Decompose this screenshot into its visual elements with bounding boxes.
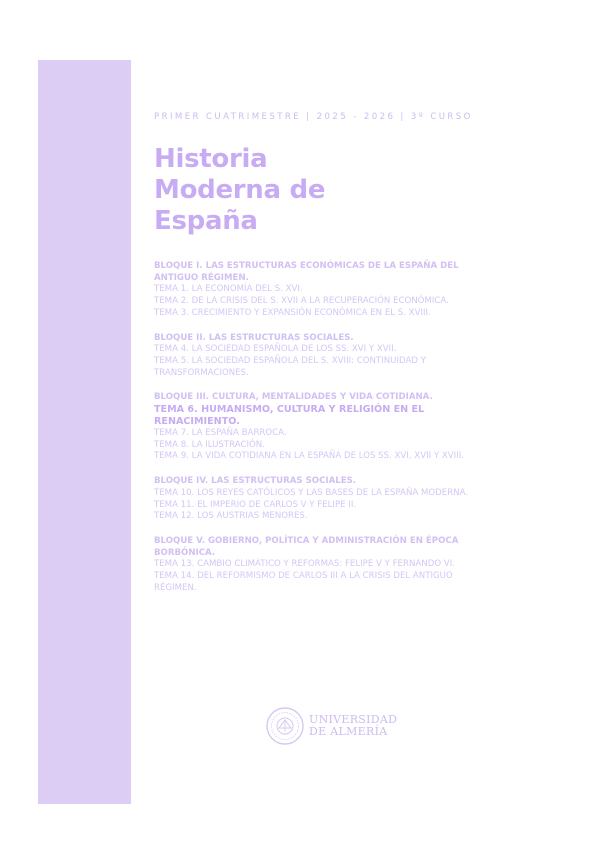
syllabus-blocks xyxy=(154,261,494,594)
topic-item: TEMA 11. EL IMPERIO DE CARLOS V Y FELIPE II. xyxy=(154,499,357,510)
block-title: BLOQUE II. LAS ESTRUCTURAS SOCIALES. xyxy=(154,332,354,343)
logo-line-1: UNIVERSIDAD xyxy=(309,713,398,726)
logo-line-2: DE ALMERÍA xyxy=(309,725,388,738)
syllabus-block-4 xyxy=(154,476,494,523)
topic-item: TEMA 5. LA SOCIEDAD ESPAÑOLA DEL S. XVIII: CONTINUIDAD Y TRANSFORMACIONES. xyxy=(154,355,426,378)
block-title: BLOQUE I. LAS ESTRUCTURAS ECONÓMICAS DE LA ESPAÑA DEL ANTIGUO RÉGIMEN. xyxy=(154,261,459,283)
topic-item: TEMA 12. LOS AUSTRIAS MENORES. xyxy=(154,511,308,522)
syllabus-block-1 xyxy=(154,261,494,320)
university-seal-icon xyxy=(265,706,305,746)
topic-item-highlighted: TEMA 6. HUMANISMO, CULTURA Y RELIGIÓN EN EL RENACIMIENTO. xyxy=(154,404,425,428)
syllabus-block-3 xyxy=(154,392,494,463)
title-line-3: España xyxy=(154,206,258,236)
topic-item: TEMA 8. LA ILUSTRACIÓN. xyxy=(154,439,265,450)
topic-item: TEMA 7. LA ESPAÑA BARROCA. xyxy=(154,428,287,439)
title-line-2: Moderna de xyxy=(154,175,326,205)
topic-item: TEMA 10. LOS REYES CATÓLICOS Y LAS BASES DE LA ESPAÑA MODERNA. xyxy=(154,487,469,498)
topic-item: TEMA 1. LA ECONOMÍA DEL S. XVI. xyxy=(154,284,303,295)
document-content xyxy=(154,112,494,607)
block-title: BLOQUE IV. LAS ESTRUCTURAS SOCIALES. xyxy=(154,476,357,487)
topic-item: TEMA 3. CRECIMIENTO Y EXPANSIÓN ECONÓMICA EN EL S. XVIII. xyxy=(154,307,431,318)
decorative-sidebar xyxy=(38,60,131,804)
block-title: BLOQUE V. GOBIERNO, POLÍTICA Y ADMINISTRACIÓN EN ÉPOCA BORBÓNICA. xyxy=(154,535,459,558)
syllabus-block-5 xyxy=(154,536,494,595)
title-line-1: Historia xyxy=(154,144,268,174)
page-title xyxy=(154,144,494,237)
university-name xyxy=(309,714,397,738)
topic-item: TEMA 9. LA VIDA COTIDIANA EN LA ESPAÑA DE LOS SS. XVI, XVII Y XVIII. xyxy=(154,451,464,462)
topic-item: TEMA 4. LA SOCIEDAD ESPAÑOLA DE LOS SS. XVI Y XVII. xyxy=(154,344,397,355)
university-logo xyxy=(265,706,397,746)
topic-item: TEMA 14. DEL REFORMISMO DE CARLOS III A LA CRISIS DEL ANTIGUO RÉGIMEN. xyxy=(154,571,453,593)
block-title: BLOQUE III. CULTURA, MENTALIDADES Y VIDA COTIDIANA. xyxy=(154,392,433,403)
course-kicker: PRIMER CUATRIMESTRE | 2025 - 2026 | 3º CURSO xyxy=(154,112,473,122)
topic-item: TEMA 2. DE LA CRISIS DEL S. XVII A LA RECUPERACIÓN ECONÓMICA. xyxy=(154,296,449,307)
syllabus-block-2 xyxy=(154,333,494,380)
topic-item: TEMA 13. CAMBIO CLIMÁTICO Y REFORMAS: FELIPE V Y FERNANDO VI. xyxy=(154,559,455,570)
